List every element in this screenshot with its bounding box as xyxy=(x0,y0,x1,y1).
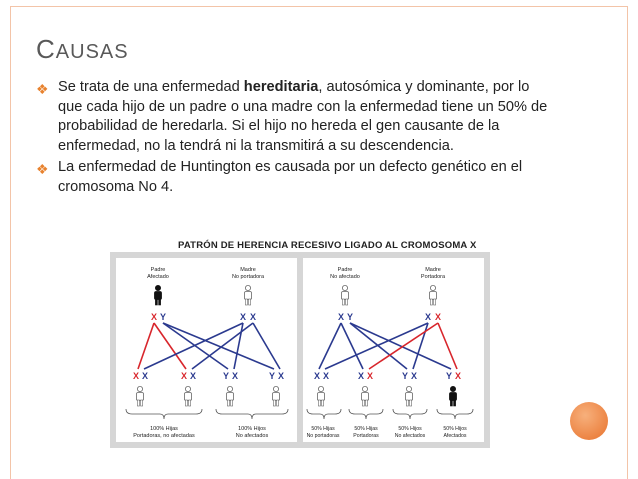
child-3-chrom-a: Y xyxy=(222,371,230,381)
child-4-figure-body xyxy=(450,393,457,401)
diagram-left-svg xyxy=(116,258,297,442)
mother-figure-head xyxy=(430,285,435,290)
slide-border-top xyxy=(10,6,628,7)
title-rest: AUSAS xyxy=(55,41,129,63)
group-brace-daughters xyxy=(126,409,202,419)
child-3-figure-leg-left xyxy=(227,400,229,406)
child-3-figure-head xyxy=(406,386,411,391)
mother-chrom-x1: X xyxy=(424,312,432,322)
child-1-figure-body xyxy=(137,393,144,401)
child-3-chrom-a: Y xyxy=(401,371,409,381)
group-label-daughters-line1: 100% Hijas xyxy=(150,426,178,432)
mother-figure-body xyxy=(245,292,252,300)
father-label-line2: Afectado xyxy=(147,274,169,280)
child-1-figure-leg-right xyxy=(141,400,143,406)
mother-figure-head xyxy=(245,285,250,290)
mother-figure-leg-right xyxy=(434,299,436,305)
child-1-chrom-a: X xyxy=(132,371,140,381)
child-4-figure-body xyxy=(273,393,280,401)
diagram-panel-right xyxy=(303,258,484,442)
mother-figure-leg-left xyxy=(430,299,432,305)
child-1-figure-leg-right xyxy=(322,400,324,406)
mother-chrom-x2: X xyxy=(249,312,257,322)
child-2-figure-body xyxy=(185,393,192,401)
child-3-chrom-b: X xyxy=(231,371,239,381)
child-4-figure-head xyxy=(450,386,455,391)
child-1-figure-head xyxy=(318,386,323,391)
line-mx1-child1 xyxy=(325,323,428,369)
line-mx1-child3 xyxy=(413,323,428,369)
bullet-item xyxy=(36,158,556,197)
child-1-figure-body xyxy=(318,393,325,401)
child-2-figure-leg-right xyxy=(366,400,368,406)
father-figure-head xyxy=(155,285,160,290)
line-fx-child1 xyxy=(138,323,154,369)
child-1-chrom-a: X xyxy=(313,371,321,381)
group-label-daughters-line2: Portadoras, no afectadas xyxy=(133,433,195,439)
group-label-1-line1: 50% Hijas xyxy=(311,426,335,432)
father-figure-leg-left xyxy=(155,299,157,305)
slide-border-left xyxy=(10,6,11,479)
group-label-2-line2: Portadoras xyxy=(353,433,379,439)
group-brace-sons xyxy=(216,409,288,419)
child-1-chrom-b: X xyxy=(141,371,149,381)
father-chrom-x: X xyxy=(337,312,345,322)
group-brace-4 xyxy=(437,409,473,419)
group-brace-2 xyxy=(349,409,383,419)
mother-label-line1: Madre xyxy=(240,267,256,273)
father-figure-leg-right xyxy=(346,299,348,305)
group-label-1-line2: No portadoras xyxy=(306,433,340,439)
diagram-title: PATRÓN DE HERENCIA RECESIVO LIGADO AL CROMOSOMA X xyxy=(178,240,477,251)
father-figure-head xyxy=(342,285,347,290)
bullet-item xyxy=(36,78,556,156)
line-mx2-child4 xyxy=(438,323,457,369)
mother-chrom-x1: X xyxy=(239,312,247,322)
diagram-right-svg xyxy=(303,258,484,442)
child-2-figure-body xyxy=(362,393,369,401)
mother-label-line1: Madre xyxy=(425,267,441,273)
bullet-text: La enfermedad de Huntington es causada por un defecto genético en el cromosoma No 4. xyxy=(58,159,523,195)
slide-border-right xyxy=(627,6,628,479)
bullet-ring-icon: ❖ xyxy=(36,161,49,177)
child-3-figure-head xyxy=(227,386,232,391)
child-4-chrom-b: X xyxy=(277,371,285,381)
child-2-figure-head xyxy=(362,386,367,391)
father-label-line2: No afectado xyxy=(330,274,360,280)
group-brace-1 xyxy=(307,409,341,419)
child-2-chrom-a: X xyxy=(357,371,365,381)
line-mx1-child3 xyxy=(234,323,243,369)
group-label-3-line1: 50% Hijos xyxy=(398,426,422,432)
child-2-figure-leg-right xyxy=(189,400,191,406)
bullet-list xyxy=(36,78,556,199)
child-1-chrom-b: X xyxy=(322,371,330,381)
child-1-figure-head xyxy=(137,386,142,391)
group-label-sons-line1: 100% Hijos xyxy=(238,426,266,432)
father-figure-body xyxy=(155,292,162,300)
child-2-figure-leg-left xyxy=(362,400,364,406)
bullet-ring-icon: ❖ xyxy=(36,81,49,97)
child-3-figure-leg-left xyxy=(406,400,408,406)
mother-chrom-x2: X xyxy=(434,312,442,322)
child-4-figure-leg-left xyxy=(273,400,275,406)
mother-figure-leg-left xyxy=(245,299,247,305)
child-3-figure-leg-right xyxy=(231,400,233,406)
child-2-figure-leg-left xyxy=(185,400,187,406)
father-figure-body xyxy=(342,292,349,300)
mother-label-line2: Portadora xyxy=(420,274,446,280)
father-chrom-y: Y xyxy=(159,312,167,322)
child-4-chrom-b: X xyxy=(454,371,462,381)
group-brace-3 xyxy=(393,409,427,419)
group-label-4-line2: Afectados xyxy=(443,433,467,439)
mother-label-line2: No portadora xyxy=(231,274,265,280)
child-2-chrom-a: X xyxy=(180,371,188,381)
line-mx2-child2 xyxy=(192,323,253,369)
child-2-chrom-b: X xyxy=(189,371,197,381)
child-4-figure-leg-right xyxy=(277,400,279,406)
group-label-3-line2: No afectados xyxy=(394,433,426,439)
mother-figure-leg-right xyxy=(249,299,251,305)
child-1-figure-leg-left xyxy=(318,400,320,406)
group-label-sons-line2: No afectados xyxy=(235,433,269,439)
father-label-line1: Padre xyxy=(337,267,353,273)
group-label-2-line1: 50% Hijas xyxy=(354,426,378,432)
mother-figure-body xyxy=(430,292,437,300)
father-chrom-y: Y xyxy=(346,312,354,322)
slide-title xyxy=(36,34,129,65)
inheritance-diagram xyxy=(110,252,490,448)
bullet-text-after: , autosómica y dominante, por lo que cada hijo de un padre o una madre con la enfermedad tiene un 50% de probabilidad de heredarla. Si el hijo no hereda el gen causante de la enfermedad, no la tendrá ni la transmitirá a su descendencia. xyxy=(58,79,548,154)
diagram-panel-left xyxy=(116,258,297,442)
child-4-chrom-a: Y xyxy=(268,371,276,381)
child-2-figure-head xyxy=(185,386,190,391)
father-figure-leg-left xyxy=(342,299,344,305)
child-2-chrom-b: X xyxy=(366,371,374,381)
group-label-4-line1: 50% Hijos xyxy=(443,426,467,432)
child-3-figure-body xyxy=(406,393,413,401)
title-initial: C xyxy=(36,34,56,64)
child-4-figure-head xyxy=(273,386,278,391)
father-label-line1: Padre xyxy=(150,267,166,273)
child-1-figure-leg-left xyxy=(137,400,139,406)
child-3-chrom-b: X xyxy=(410,371,418,381)
father-chrom-x: X xyxy=(150,312,158,322)
child-4-figure-leg-right xyxy=(454,400,456,406)
child-4-chrom-a: Y xyxy=(445,371,453,381)
child-4-figure-leg-left xyxy=(450,400,452,406)
bullet-bold-text: hereditaria xyxy=(243,79,319,95)
father-figure-leg-right xyxy=(159,299,161,305)
decorative-orb-icon xyxy=(570,402,608,440)
line-fy-child4 xyxy=(350,323,451,369)
bullet-text-before: Se trata de una enfermedad xyxy=(58,79,244,95)
line-fx-child1 xyxy=(319,323,341,369)
child-3-figure-leg-right xyxy=(410,400,412,406)
child-3-figure-body xyxy=(227,393,234,401)
